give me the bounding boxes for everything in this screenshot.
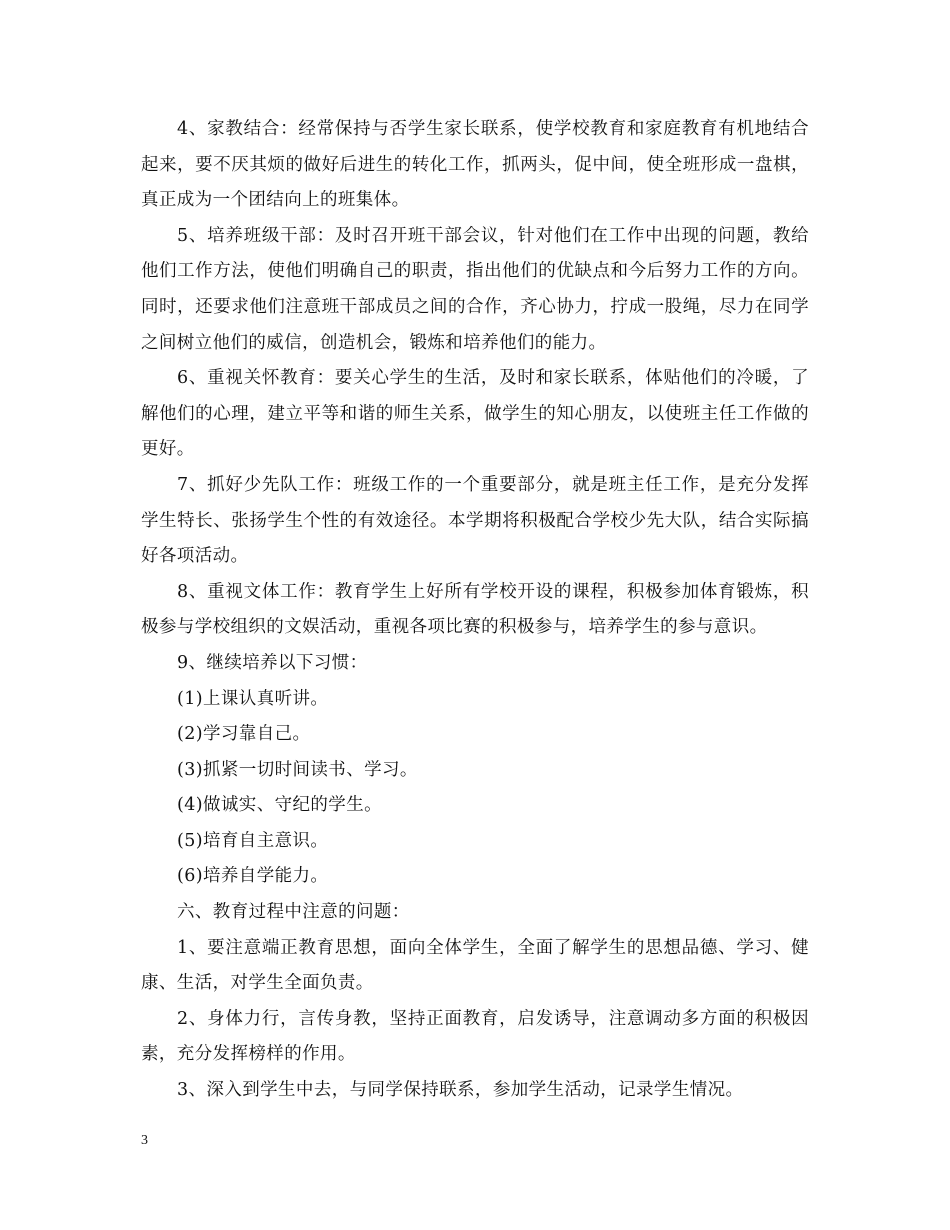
section-heading-issues: 六、教育过程中注意的问题： xyxy=(177,902,410,923)
list-item-habit-2: (2)学习靠自己。 xyxy=(177,724,311,745)
list-item-habit-6: (6)培养自学能力。 xyxy=(177,866,329,887)
page-number: 3 xyxy=(141,1133,148,1148)
document-body xyxy=(141,112,809,1109)
paragraph-home-school-cooperation: 4、家教结合：经常保持与否学生家长联系，使学校教育和家庭教育有机地结合起来，要不厌其烦的做好后进生的转化工作，抓两头，促中间，使全班形成一盘棋，真正成为一个团结向上的班集体。 xyxy=(141,119,809,211)
paragraph-habits-heading: 9、继续培养以下习惯： xyxy=(177,652,368,673)
paragraph-young-pioneers: 7、抓好少先队工作：班级工作的一个重要部分，就是班主任工作，是充分发挥学生特长、张扬学生个性的有效途径。本学期将积极配合学校少先大队，结合实际搞好各项活动。 xyxy=(141,474,809,567)
paragraph-class-cadres: 5、培养班级干部：及时召开班干部会议，针对他们在工作中出现的问题，教给他们工作方法，使他们明确自己的职责，指出他们的优缺点和今后努力工作的方向。同时，还要求他们注意班干部成员之间的合作，齐心协力，拧成一股绳，尽力在同学之间树立他们的威信，创造机会，锻炼和培养他们的能力。 xyxy=(141,225,809,353)
paragraph-issue-1: 1、要注意端正教育思想，面向全体学生，全面了解学生的思想品德、学习、健康、生活，对学生全面负责。 xyxy=(141,937,809,994)
paragraph-culture-sports: 8、重视文体工作：教育学生上好所有学校开设的课程，积极参加体育锻炼，积极参与学校组织的文娱活动，重视各项比赛的积极参与，培养学生的参与意识。 xyxy=(141,581,809,638)
list-item-habit-5: (5)培育自主意识。 xyxy=(177,830,329,851)
paragraph-care-education: 6、重视关怀教育：要关心学生的生活，及时和家长联系，体贴他们的冷暖，了解他们的心理，建立平等和谐的师生关系，做学生的知心朋友，以使班主任工作做的更好。 xyxy=(141,368,809,460)
list-item-habit-1: (1)上课认真听讲。 xyxy=(177,688,329,709)
paragraph-issue-2: 2、身体力行，言传身教，坚持正面教育，启发诱导，注意调动多方面的积极因素，充分发挥榜样的作用。 xyxy=(141,1008,809,1065)
list-item-habit-3: (3)抓紧一切时间读书、学习。 xyxy=(177,759,418,780)
paragraph-issue-3: 3、深入到学生中去，与同学保持联系，参加学生活动，记录学生情况。 xyxy=(177,1080,744,1101)
list-item-habit-4: (4)做诚实、守纪的学生。 xyxy=(177,795,382,816)
